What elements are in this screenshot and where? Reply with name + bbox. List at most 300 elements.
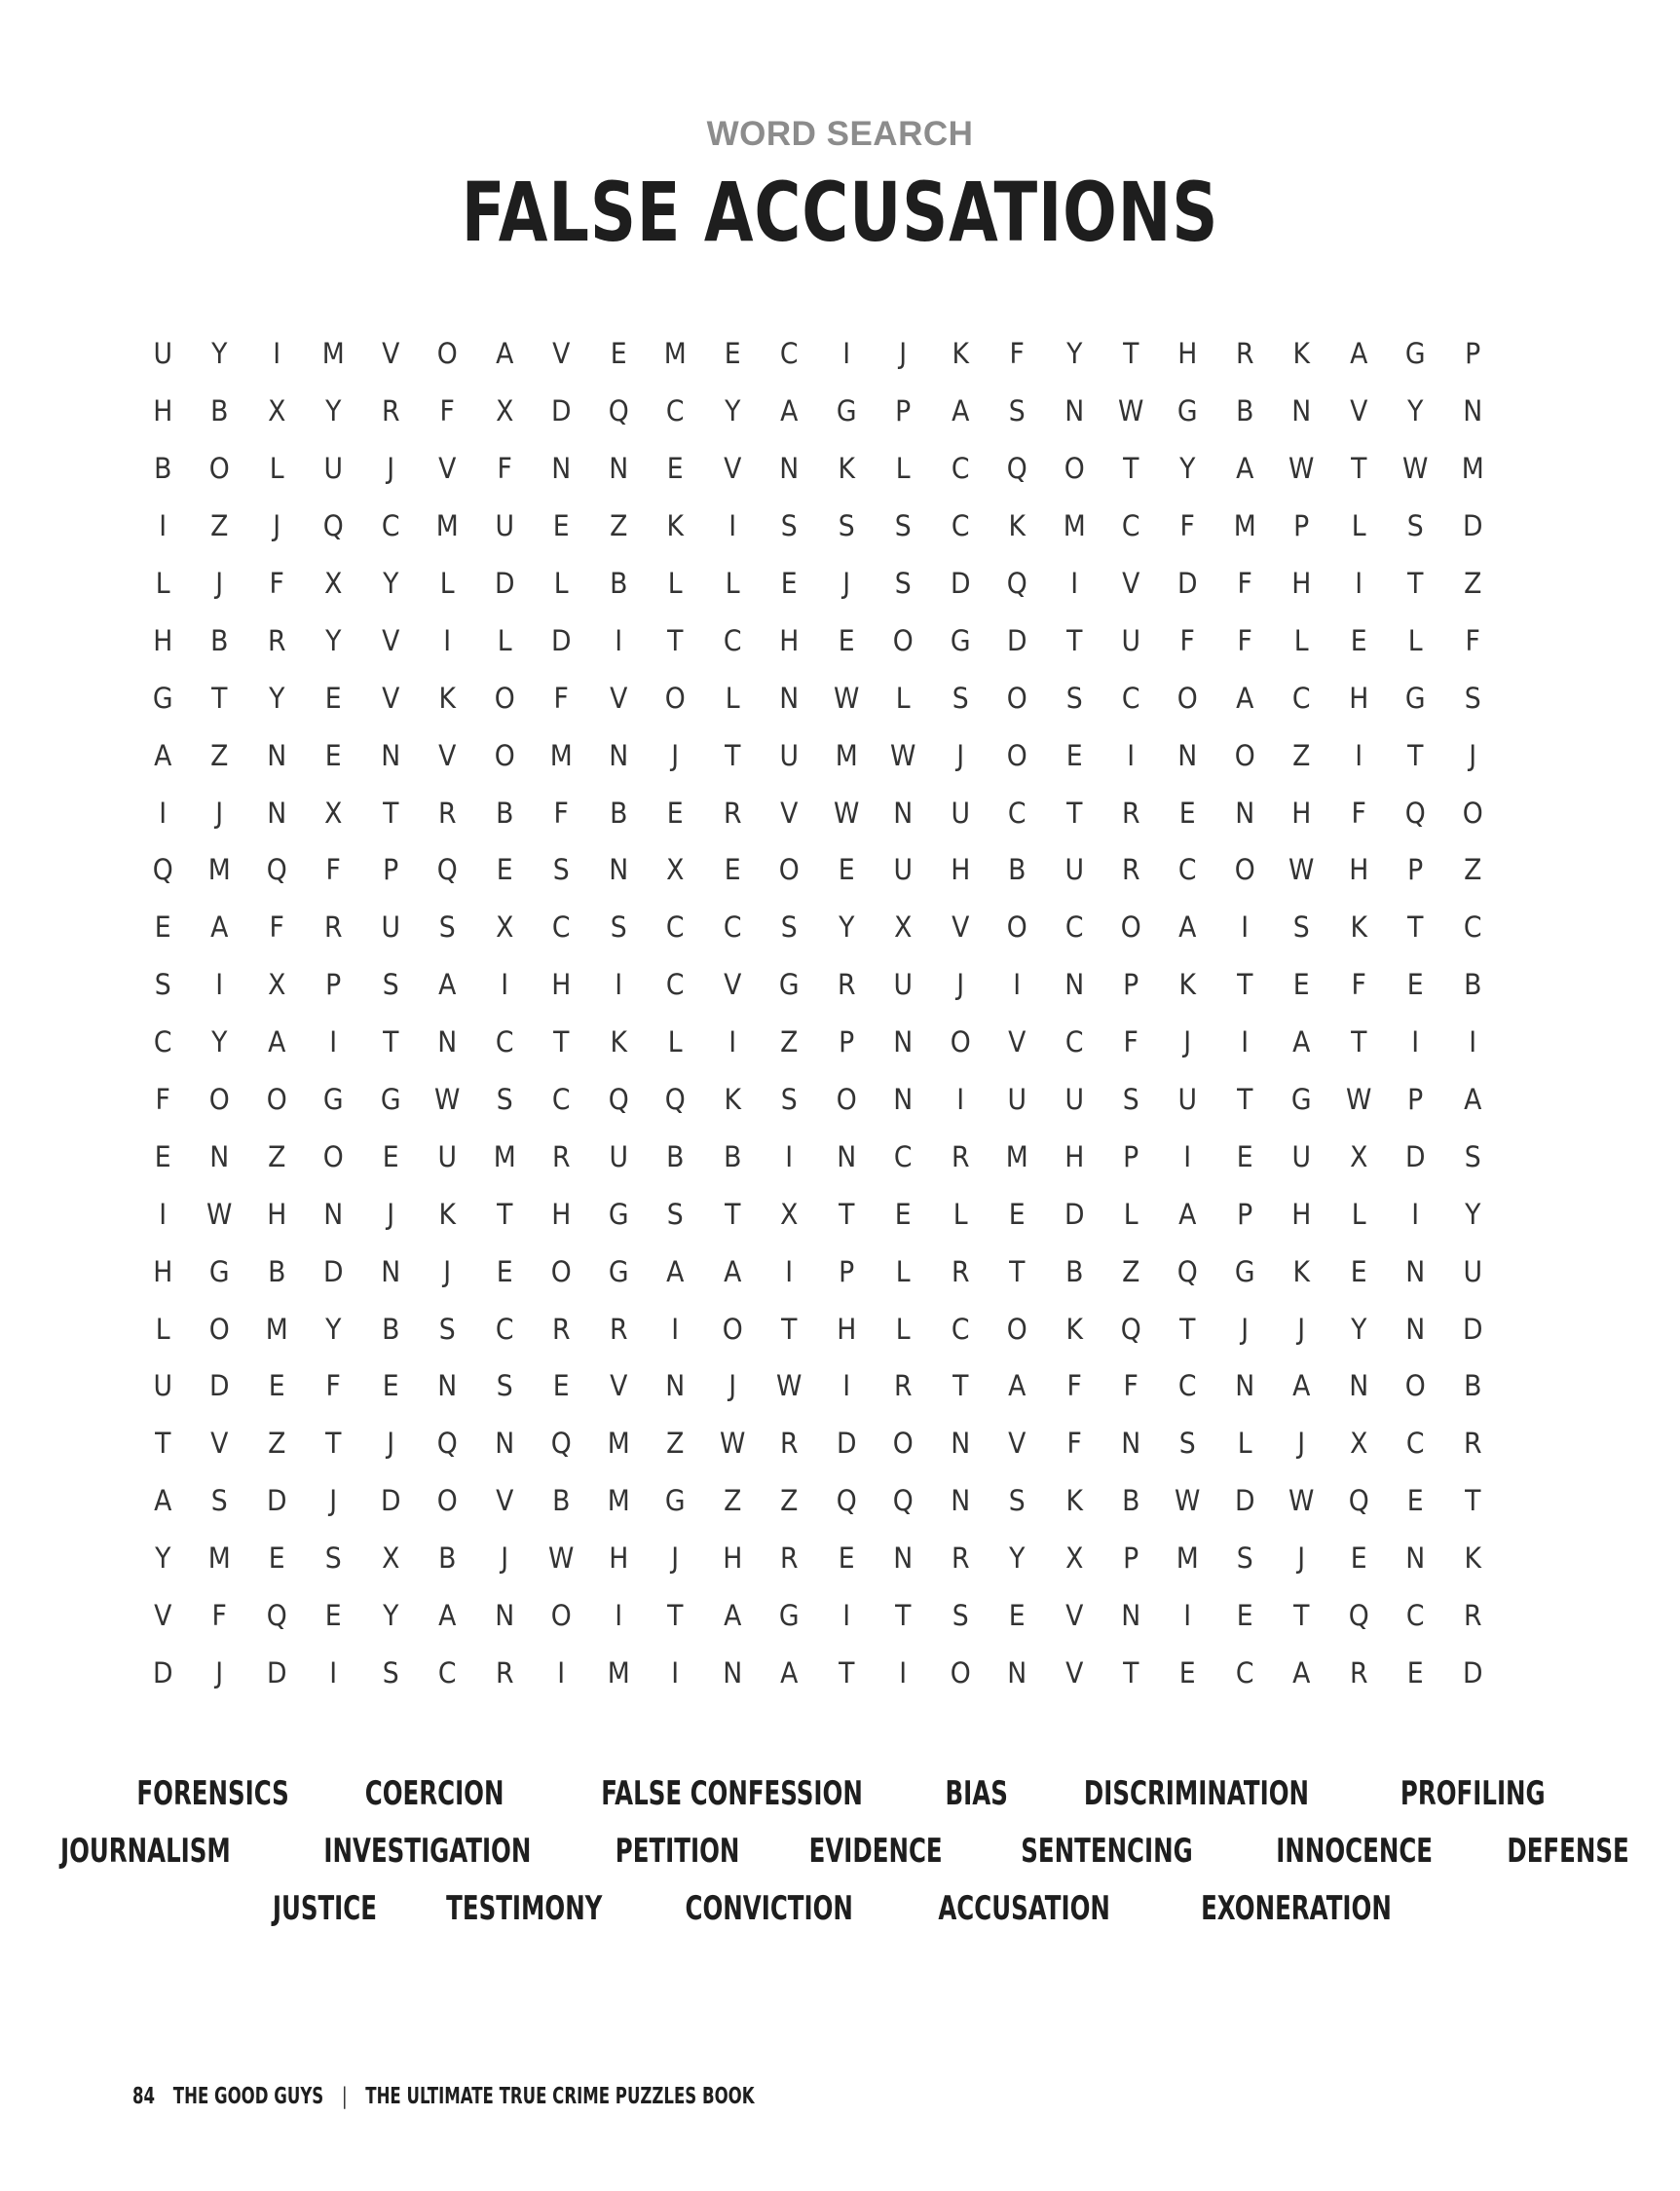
grid-letter: E [1008,1599,1026,1633]
grid-letter: F [269,910,284,945]
grid-letter: R [1235,337,1254,371]
grid-letter: W [776,1369,803,1403]
grid-letter: N [381,738,401,772]
grid-letter: N [267,796,287,830]
grid-letter: E [154,910,171,945]
grid-letter: U [1064,853,1084,887]
grid-letter: M [835,738,858,772]
grid-letter: S [553,853,570,887]
grid-letter: O [1120,910,1141,945]
grid-letter: C [1178,853,1197,887]
grid-letter: M [1063,509,1086,543]
grid-letter: N [1121,1427,1141,1461]
grid-letter: T [667,1599,684,1633]
grid-letter: D [266,1655,287,1690]
book-title: THE ULTIMATE TRUE CRIME PUZZLES BOOK [365,2084,755,2109]
grid-letter: A [438,1599,457,1633]
grid-letter: A [780,394,799,428]
grid-letter: P [1123,1139,1139,1173]
grid-letter: B [723,1139,742,1173]
grid-letter: F [1066,1369,1082,1403]
grid-letter: I [1013,968,1022,1002]
grid-letter: O [1006,910,1027,945]
grid-letter: C [1121,681,1140,715]
grid-letter: A [951,394,969,428]
grid-letter: T [724,738,741,772]
grid-letter: R [1463,1427,1482,1461]
grid-letter: M [1461,452,1484,486]
grid-row [134,1644,1558,1701]
grid-letter: E [382,1369,399,1403]
grid-letter: H [1349,853,1369,887]
grid-letter: L [1123,1197,1139,1231]
grid-row [134,1300,1558,1357]
grid-letter: G [152,681,173,715]
grid-letter: S [1293,910,1311,945]
grid-letter: U [323,452,344,486]
grid-letter: V [381,337,400,371]
grid-letter: S [780,910,798,945]
grid-letter: H [1177,337,1198,371]
grid-letter: H [950,853,970,887]
grid-letter: S [382,968,399,1002]
grid-letter: B [268,1254,286,1288]
word-list-item: PETITION [615,1831,740,1871]
grid-letter: P [838,1254,854,1288]
grid-letter: V [1008,1025,1027,1059]
grid-letter: A [780,1655,799,1690]
grid-letter: I [671,1312,680,1346]
grid-letter: V [154,1599,172,1633]
grid-letter: T [1123,452,1139,486]
grid-letter: O [836,1083,857,1117]
grid-letter: G [836,394,857,428]
grid-letter: S [952,1599,969,1633]
grid-letter: N [950,1484,970,1518]
grid-letter: F [269,567,284,600]
grid-letter: V [723,968,742,1002]
grid-letter: O [437,337,459,371]
grid-letter: E [553,509,570,543]
grid-letter: A [268,1025,286,1059]
grid-letter: E [1350,1541,1367,1576]
grid-letter: O [1006,738,1027,772]
grid-letter: D [1462,1655,1483,1690]
grid-letter: P [1123,1541,1139,1576]
grid-letter: B [1463,968,1482,1002]
grid-letter: G [950,623,971,657]
grid-letter: S [1407,509,1425,543]
grid-letter: I [1183,1139,1192,1173]
grid-letter: Q [152,853,173,887]
grid-letter: M [322,337,346,371]
grid-letter: F [1179,623,1196,657]
grid-letter: C [723,910,742,945]
grid-letter: D [1006,623,1027,657]
grid-letter: X [780,1197,799,1231]
grid-letter: W [890,738,916,772]
grid-row [134,1014,1558,1071]
grid-letter: B [609,796,628,830]
grid-letter: O [494,738,515,772]
word-list-item: BIAS [945,1773,1009,1813]
grid-letter: D [1462,509,1483,543]
grid-letter: I [841,1599,850,1633]
grid-letter: I [728,509,736,543]
grid-letter: N [836,1139,856,1173]
grid-letter: N [1064,968,1084,1002]
grid-letter: N [1007,1655,1027,1690]
grid-letter: G [608,1254,629,1288]
grid-letter: C [1292,681,1311,715]
grid-letter: S [894,509,912,543]
grid-letter: K [1064,1312,1083,1346]
grid-letter: G [608,1197,629,1231]
grid-letter: U [951,796,970,830]
grid-letter: P [383,853,399,887]
grid-letter: Y [211,337,228,371]
grid-letter: T [1236,1083,1253,1117]
grid-letter: Y [1179,452,1196,486]
grid-letter: R [1121,853,1140,887]
grid-letter: F [553,796,570,830]
grid-letter: U [437,1139,458,1173]
grid-letter: C [1463,910,1482,945]
grid-letter: E [325,681,343,715]
grid-letter: I [615,1599,622,1633]
grid-letter: S [496,1369,513,1403]
grid-letter: N [1291,394,1312,428]
grid-letter: D [380,1484,401,1518]
grid-letter: X [666,853,685,887]
word-search-grid [134,325,1558,1701]
grid-letter: B [609,567,628,600]
grid-letter: Z [210,738,229,772]
grid-letter: Z [609,509,628,543]
grid-row [134,899,1558,956]
grid-row [134,383,1558,440]
grid-letter: F [497,452,512,486]
grid-letter: Q [608,1083,629,1117]
grid-letter: Y [724,394,741,428]
grid-letter: T [667,623,684,657]
grid-letter: M [607,1427,630,1461]
grid-letter: T [1464,1484,1481,1518]
grid-letter: H [153,394,173,428]
grid-letter: J [841,567,850,600]
grid-letter: N [1235,796,1255,830]
grid-letter: F [1009,337,1025,371]
grid-letter: N [437,1369,458,1403]
grid-letter: S [1122,1083,1139,1117]
grid-letter: T [838,1197,855,1231]
grid-letter: S [439,1312,457,1346]
grid-letter: O [209,1312,231,1346]
grid-letter: F [553,681,570,715]
grid-letter: L [895,452,911,486]
word-list-item: DEFENSE [1506,1831,1629,1871]
grid-letter: O [1234,853,1255,887]
grid-letter: H [551,968,572,1002]
grid-letter: W [833,796,860,830]
grid-letter: V [1349,394,1368,428]
grid-letter: N [1235,1369,1255,1403]
grid-letter: A [154,1484,172,1518]
grid-letter: F [155,1083,170,1117]
grid-letter: A [438,968,457,1002]
grid-letter: L [1351,1197,1366,1231]
grid-letter: X [1064,1541,1083,1576]
grid-letter: E [1065,738,1083,772]
grid-letter: G [1405,337,1426,371]
grid-letter: W [1175,1484,1201,1518]
grid-letter: J [728,1369,736,1403]
grid-letter: I [215,968,224,1002]
grid-letter: R [1121,796,1140,830]
grid-letter: V [609,681,628,715]
grid-letter: Y [382,1599,399,1633]
grid-letter: C [951,509,970,543]
grid-letter: U [893,968,914,1002]
grid-letter: X [324,567,343,600]
grid-letter: I [443,623,452,657]
grid-letter: B [1463,1369,1482,1403]
grid-letter: N [381,1254,401,1288]
grid-letter: F [439,394,456,428]
grid-letter: Q [1177,1254,1199,1288]
grid-letter: E [838,1541,855,1576]
grid-letter: Z [1463,853,1482,887]
word-list-item: EXONERATION [1200,1888,1392,1928]
grid-row [134,1587,1558,1645]
grid-letter: N [1405,1254,1426,1288]
grid-letter: V [723,452,742,486]
grid-letter: Z [723,1484,742,1518]
grid-letter: R [267,623,286,657]
grid-letter: V [1064,1655,1083,1690]
grid-letter: E [325,738,343,772]
grid-letter: S [1008,1484,1026,1518]
grid-letter: L [497,623,512,657]
grid-letter: N [495,1599,515,1633]
grid-letter: F [1351,796,1366,830]
grid-letter: Q [266,1599,287,1633]
grid-letter: X [495,910,514,945]
grid-letter: H [608,1541,629,1576]
grid-letter: R [324,910,343,945]
grid-letter: J [1297,1427,1306,1461]
grid-letter: N [779,452,800,486]
grid-letter: U [1007,1083,1027,1117]
grid-letter: O [266,1083,287,1117]
grid-letter: G [380,1083,401,1117]
grid-row [134,1357,1558,1415]
grid-letter: A [666,1254,685,1288]
grid-letter: F [1066,1427,1082,1461]
grid-letter: C [1406,1599,1425,1633]
word-list-item: ACCUSATION [938,1888,1111,1928]
grid-letter: A [154,738,172,772]
grid-letter: L [440,567,456,600]
grid-letter: E [724,337,741,371]
page-title: FALSE ACCUSATIONS [461,165,1219,260]
section-kicker: WORD SEARCH [706,115,974,153]
grid-letter: V [210,1427,229,1461]
grid-letter: K [1464,1541,1481,1576]
grid-letter: J [443,1254,452,1288]
grid-letter: T [1350,1025,1367,1059]
grid-letter: H [779,623,800,657]
grid-letter: S [894,567,912,600]
grid-row [134,498,1558,555]
grid-letter: Q [437,1427,459,1461]
grid-letter: F [325,1369,342,1403]
grid-row [134,325,1558,383]
grid-letter: E [610,337,627,371]
grid-letter: U [1463,1254,1482,1288]
grid-letter: S [780,1083,798,1117]
grid-letter: A [723,1254,742,1288]
grid-letter: T [781,1312,798,1346]
grid-letter: G [665,1484,686,1518]
grid-letter: P [895,394,912,428]
grid-letter: D [551,394,572,428]
grid-letter: O [664,681,686,715]
grid-letter: I [785,1139,794,1173]
grid-letter: B [666,1139,685,1173]
grid-letter: C [381,509,400,543]
grid-letter: B [1122,1484,1140,1518]
grid-letter: H [1291,796,1312,830]
grid-letter: G [1291,1083,1312,1117]
grid-letter: D [323,1254,344,1288]
grid-letter: U [609,1139,628,1173]
grid-letter: P [1407,1083,1424,1117]
grid-letter: P [1293,509,1310,543]
grid-letter: E [1293,968,1311,1002]
grid-letter: Z [1463,567,1482,600]
grid-letter: C [438,1655,457,1690]
grid-letter: S [496,1083,513,1117]
grid-letter: K [1350,910,1367,945]
grid-letter: U [495,509,514,543]
grid-letter: E [1350,623,1367,657]
grid-letter: J [387,1427,395,1461]
grid-letter: C [1406,1427,1425,1461]
grid-letter: K [1064,1484,1083,1518]
grid-letter: E [1008,1197,1026,1231]
grid-letter: O [1405,1369,1427,1403]
grid-letter: E [667,796,684,830]
grid-letter: C [552,910,571,945]
grid-letter: C [495,1025,514,1059]
grid-letter: P [1407,853,1424,887]
grid-letter: R [552,1312,571,1346]
grid-letter: K [666,509,685,543]
grid-letter: R [837,968,856,1002]
grid-letter: D [209,1369,230,1403]
grid-letter: G [779,1599,800,1633]
grid-letter: L [1294,623,1310,657]
grid-letter: L [725,567,740,600]
grid-row [134,956,1558,1014]
grid-letter: X [324,796,343,830]
grid-letter: S [1179,1427,1197,1461]
grid-letter: E [1407,1655,1424,1690]
grid-letter: O [437,1484,459,1518]
grid-letter: V [381,623,400,657]
grid-letter: O [1177,681,1199,715]
grid-letter: Y [155,1541,171,1576]
grid-letter: O [551,1254,573,1288]
grid-letter: Y [1407,394,1424,428]
grid-letter: H [1291,1197,1312,1231]
grid-letter: C [1007,796,1027,830]
grid-letter: M [550,738,574,772]
grid-letter: J [955,738,964,772]
grid-letter: Q [1348,1599,1369,1633]
grid-letter: L [155,567,170,600]
grid-letter: P [838,1025,854,1059]
grid-letter: G [1177,394,1199,428]
grid-letter: Y [1009,1541,1026,1576]
grid-row [134,669,1558,726]
grid-letter: B [1064,1254,1083,1288]
grid-letter: L [1351,509,1366,543]
grid-row [134,784,1558,841]
grid-letter: Y [1350,1312,1367,1346]
grid-letter: I [1241,910,1250,945]
grid-row [134,1415,1558,1472]
grid-letter: D [1234,1484,1255,1518]
grid-letter: U [893,853,914,887]
grid-letter: M [208,1541,232,1576]
grid-letter: N [608,452,628,486]
grid-letter: Y [1065,337,1082,371]
grid-letter: V [552,337,571,371]
grid-letter: Y [325,1312,342,1346]
grid-letter: K [610,1025,627,1059]
grid-letter: E [382,1139,399,1173]
grid-letter: S [211,1484,229,1518]
grid-letter: E [268,1541,285,1576]
grid-letter: O [209,1083,231,1117]
grid-letter: N [209,1139,230,1173]
grid-letter: S [610,910,627,945]
grid-letter: S [382,1655,399,1690]
grid-letter: I [159,796,168,830]
grid-letter: J [387,452,395,486]
grid-letter: E [1179,1655,1197,1690]
grid-letter: D [950,567,971,600]
grid-letter: I [1411,1197,1420,1231]
grid-letter: C [666,394,685,428]
grid-letter: I [329,1655,338,1690]
grid-letter: K [438,1197,457,1231]
grid-letter: D [1064,1197,1085,1231]
grid-letter: I [1127,738,1136,772]
grid-letter: B [1008,853,1027,887]
grid-letter: F [1351,968,1366,1002]
grid-letter: L [725,681,740,715]
grid-letter: H [836,1312,856,1346]
grid-letter: W [1345,1083,1372,1117]
grid-letter: W [1118,394,1144,428]
word-list-item: PROFILING [1400,1773,1546,1813]
footer-separator: | [341,2084,348,2109]
grid-letter: I [728,1025,736,1059]
grid-letter: R [609,1312,628,1346]
